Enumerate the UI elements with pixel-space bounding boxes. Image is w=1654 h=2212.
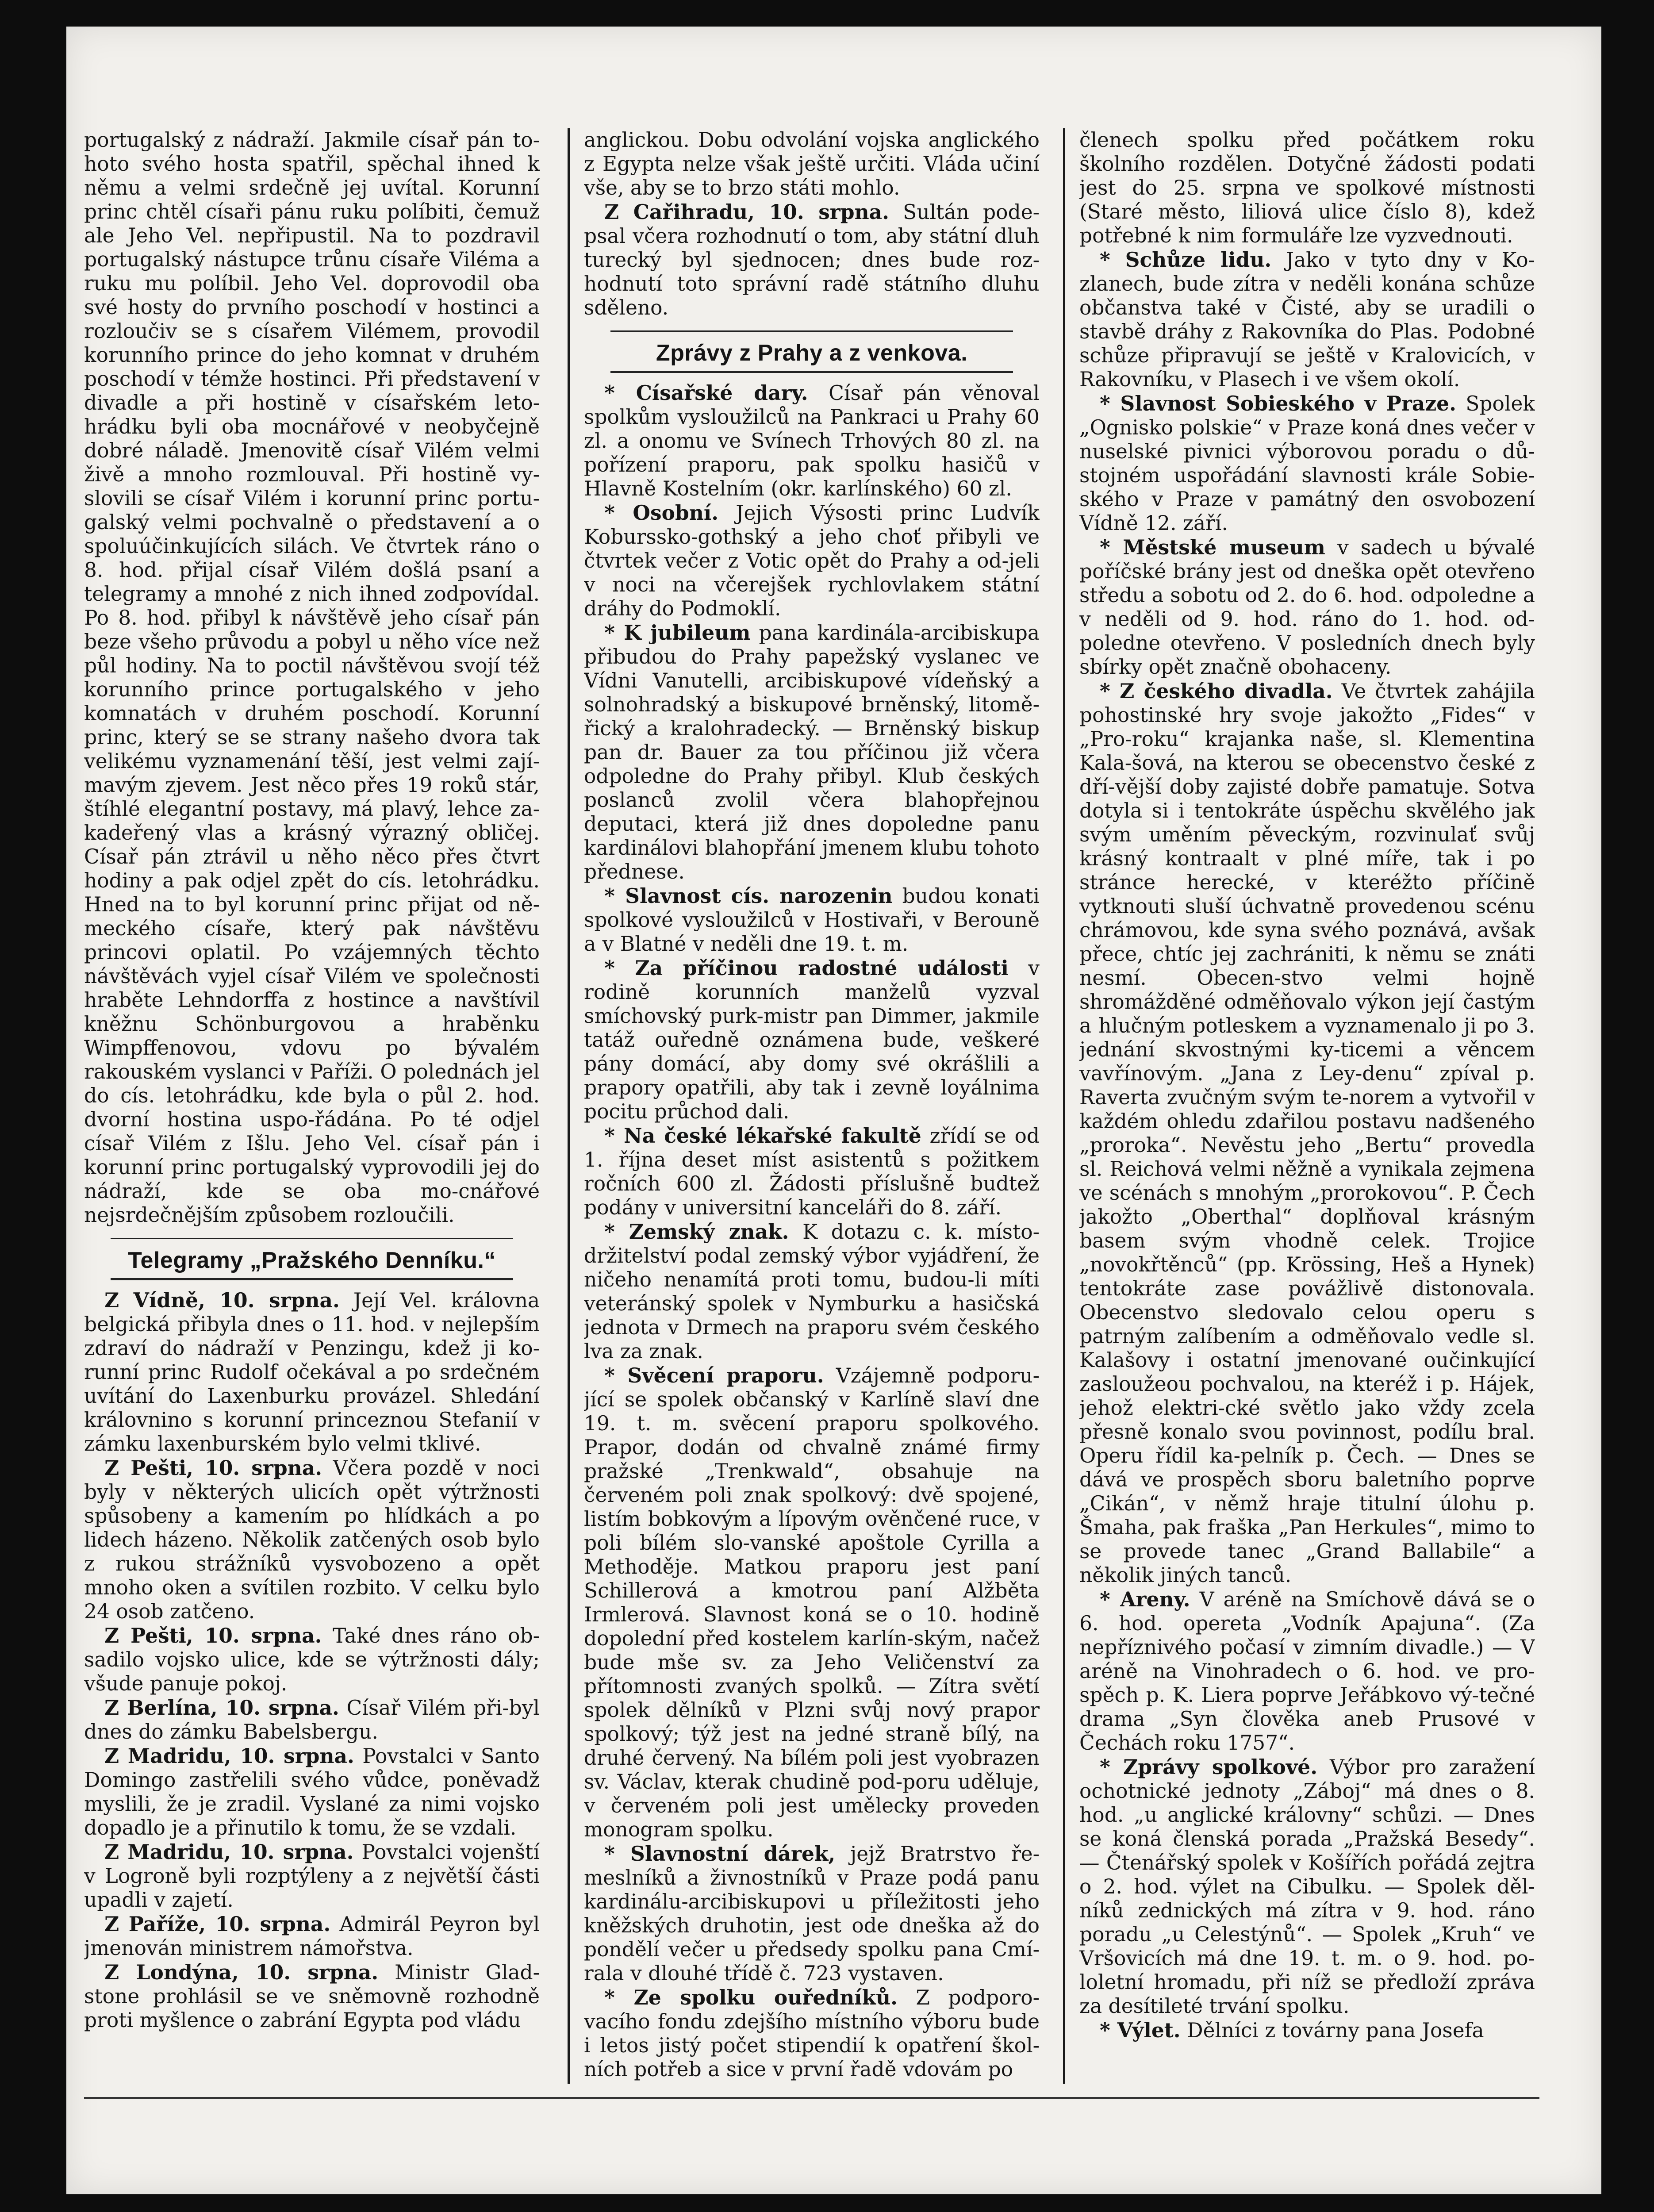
telegram-item [84,1960,540,2032]
telegram-text: Povstalci v Santo Domingo zastřelili svého vůdce, poněvadž myslili, že je zradil. Vyslané za nimi vojsko dopadlo je a přinutilo k tomu, že se vzdali. [84,1744,540,1839]
telegram-continuation: anglickou. Dobu odvolání vojska anglického z Egypta nelze však ještě určiti. Vláda učiní vše, aby se to brzo státi mohlo. [584,128,1040,200]
news-lead: * Za příčinou radostné události [604,956,1009,980]
news-item [584,1220,1040,1363]
news-item [1079,2018,1535,2043]
telegram-item [84,1456,540,1624]
telegram-lead: Z Madridu, 10. srpna. [104,1840,354,1864]
section-title-underline [610,371,1013,373]
news-lead: * Ze spolku ouředníků. [604,1985,898,2009]
page-bottom-rule [84,2097,1539,2099]
news-item [584,501,1040,621]
news-item [1079,392,1535,535]
news-lead: * Slavnost Sobieského v Praze. [1100,392,1456,415]
news-lead: * Svěcení praporu. [604,1363,824,1387]
news-item [584,1842,1040,1985]
telegram-lead: Z Pešti, 10. srpna. [104,1456,322,1480]
news-lead: * Zprávy spolkové. [1100,1755,1318,1779]
column-divider-left [568,128,570,2084]
news-text: Jejich Výsosti princ Ludvík Koburssko-gothský a jeho choť přibyli ve čtvrtek večer z Votic opět do Prahy a od-jeli v noci na včerejšek rychlovlakem státní dráhy do Podmoklí. [584,501,1040,620]
column-left [84,128,540,2088]
column-middle [584,128,1040,2088]
news-lead: * Areny. [1100,1587,1190,1611]
article-continuation: portugalský z nádraží. Jakmile císař pán to-hoto svého hosta spatřil, spěchal ihned k němu a velmi srdečně jej uvítal. Korunní princ chtěl císaři pánu ruku políbiti, čemuž ale Jeho Vel. nepřipustil. Na to pozdravil portugalský nástupce trůnu císaře Viléma a ruku mu políbil. Jeho Vel. doprovodil oba své hosty do prvního poschodí v hostinci a rozloučiv se s císařem Vilémem, provodil korunního prince do jeho komnat v druhém poschodí v témže hostinci. Při představení v divadle a při hostině v císařském leto-hrádku byli oba mocnářové v neobyčejně dobré náladě. Jmenovitě císař Vilém velmi živě a mnoho rozmlouval. Při hostině vy-slovili se císař Vilém i korunní princ portu-galský velmi pochvalně o představení a o spoluúčinkujících silách. Ve čtvrtek ráno o 8. hod. přijal císař Vilém došlá psaní a telegramy a mnohé z nich ihned zodpovídal. Po 8. hod. přibyl k návštěvě jeho císař pán beze všeho průvodu a pobyl u něho více než půl hodiny. Na to poctil návštěvou svojí též korunního prince portugalského v jeho komnatách v druhém poschodí. Korunní princ, který se se strany našeho dvora tak velikému vyznamenání těší, jest velmi zají-mavým zjevem. Jest něco přes 19 roků stár, štíhlé elegantní postavy, má plavý, lehce za-kadeřený vlas a krásný výrazný obličej. Císař pán ztrávil u něho něco přes čtvrt hodiny a pak odjel zpět do cís. letohrádku. Hned na to byl korunní princ přijat od ně-meckého císaře, který pak návštěvu princovi oplatil. Po vzájemných těchto návštěvách vyjel císař Vilém ve společnosti hraběte Lehndorffa z hostince a navštívil kněžnu Schönburgovou a hraběnku Wimpffenovou, vdovu po bývalém rakouském vyslanci v Paříži. O polednách jel do cís. letohrádku, kde byla o půl 2. hod. dvorní hostina uspo-řádána. Po té odjel císař Vilém z Išlu. Jeho Vel. císař pán i korunní princ portugalský vyprovodili jej do nádraží, kde se oba mo-cnářové nejsrdečnějším způsobem rozloučili. [84,128,540,1227]
news-item [1079,1755,1535,2018]
news-text: Vzájemně podporu-jící se spolek občanský v Karlíně slaví dne 19. t. m. svěcení praporu spolkového. Prapor, dodán od chvalně známé firmy pražské „Trenkwald“, obsahuje na červeném poli znak spolkový: dvě spojené, listím bobkovým a lípovým ověnčené ruce, v poli bílém slo-vanské apoštole Cyrilla a Methoděje. Matkou praporu jest paní Schillerová a kmotrou paní Alžběta Irmlerová. Slavnost koná se o 10. hodině dopolední před kostelem karlín-ským, načež bude mše sv. za Jeho Veličenství za přítomnosti zvaných spolků. — Zítra světí spolek dělníků v Plzni svůj nový prapor spolkový; týž jest na jedné straně bílý, na druhé červený. Na bílém poli jest vyobrazen sv. Václav, kterak chudině pod-poru uděluje, v červeném poli jest umělecky proveden monogram spolku. [584,1364,1040,1841]
news-lead: * Slavnost cís. narozenin [604,884,893,908]
news-item [584,884,1040,956]
news-lead: * Schůze lidu. [1100,248,1272,272]
news-text: pana kardinála-arcibiskupa přibudou do Prahy papežský vyslanec ve Vídni Vanutelli, arcibiskupové vídeňský a solnohradský a biskupové brněnský, litomě-řický a kralohradecký. — Brněnský biskup pan dr. Bauer za tou příčinou již včera odpoledne do Prahy přibyl. Klub českých poslanců zvolil včera blahopřejnou deputaci, která již dnes dopoledne panu kardinálovi blahopřání jmenem klubu tohoto přednese. [584,621,1040,883]
news-item [584,381,1040,501]
telegram-item [84,1840,540,1912]
news-item [584,956,1040,1124]
section-title-prague-news: Zprávy z Prahy a z venkova. [656,340,968,366]
news-item [1079,535,1535,679]
telegram-lead: Z Vídně, 10. srpna. [104,1288,340,1312]
column-divider-right [1063,128,1065,2084]
news-lead: * Výlet. [1100,2018,1181,2042]
news-text: Císař pán věnoval spolkům vysloužilců na Pankraci u Prahy 60 zl. a onomu ve Svínech Trhových 80 zl. na pořízení praporu, pak spolku hasičů v Hlavně Kostelním (okr. karlínského) 60 zl. [584,381,1040,500]
news-item [1079,1587,1535,1755]
telegram-text: Povstalci vojenští v Logroně byli rozptýleny a z největší části upadli v zajetí. [84,1840,540,1912]
news-text: Ve čtvrtek zahájila pohostinské hry svoje jakožto „Fides“ v „Pro-roku“ krajanka naše, sl. Klementina Kala-šová, na kterou se obecenstvo české z dří-vější doby zajisté dobře pamatuje. Sotva dotyla si i tentokráte úspěchu skvělého jak svým uměním pěveckým, rozvinulať svůj krásný kontraalt v plné míře, tak i po stránce herecké, v kteréžto příčině vytknouti sluší úchvatně provedenou scénu chrámovou, kde syna svého poznává, avšak přece, chtíc jej zachrániti, k němu se znáti nesmí. Obecen-stvo velmi hojně shromážděné odměňovalo výkon její častým a hlučným potleskem a vyznamenalo ji po 3. jednání skvostnými ky-ticemi a věncem vavřínovým. „Jana z Ley-denu“ zpíval p. Raverta zvučným svým te-norem a vytvořil v každém ohledu zdařilou postavu nadšeného „proroka“. Nevěstu jeho „Bertu“ provedla sl. Reichová velmi něžně a vynikala zejmena ve scénách s mnohým „prorokovou“. P. Čech jakožto „Oberthal“ doplňoval krásným basem svým vhodně celek. Trojice „novokřtěnců“ (pp. Krössing, Heš a Hynek) tentokráte zase povážlivě distonovala. Obecenstvo sledovalo celou operu s patrným zalíbením a odměňovalo vedle sl. Kalašovy i ostatní jmenované oučinkující zasloužeou pochvalou, na kteréž i p. Hájek, jehož elektri-cké světlo jako vždy zcela přesně konalo svou povinnost, podílu bral. Operu řídil ka-pelník p. Čech. — Dnes se dává ve prospěch sboru baletního poprve „Cikán“, v němž hraje titulní úlohu p. Šmaha, pak fraška „Pan Herkules“, mimo to se provede tanec „Grand Ballabile“ a několik jiných tanců. [1079,680,1535,1587]
telegram-text: Sultán pode-psal včera rozhodnutí o tom, aby státní dluh turecký byl sjednocen; dnes bude roz-hodnutí toto správní radě státního dluhu sděleno. [584,200,1040,319]
news-item [584,1124,1040,1220]
telegram-lead: Z Londýna, 10. srpna. [104,1960,379,1984]
news-lead: * Zemský znak. [604,1220,789,1244]
news-lead: * Z českého divadla. [1100,679,1333,703]
telegram-item [584,200,1040,320]
news-text: jejž Bratrstvo ře-meslníků a živnostníků v Praze podá panu kardinálu-arcibiskupovi u příležitosti jeho kněžských druhotin, jest ode dneška až do pondělí večer u předsedy spolku pana Cmí-rala v dlouhé třídě č. 723 vystaven. [584,1842,1040,1985]
telegram-list [84,1288,540,2032]
section-title-telegrams: Telegramy „Pražského Denníku.“ [128,1248,496,1273]
news-lead: * Na české lékařské fakultě [604,1124,921,1148]
telegram-item [84,1288,540,1456]
news-item [584,1985,1040,2081]
news-text: Dělníci z továrny pana Josefa [1187,2019,1484,2042]
telegram-text: Také dnes ráno ob-sadilo vojsko ulice, kde se výtržnosti dály; všude panuje pokoj. [84,1624,540,1695]
telegram-lead: Z Madridu, 10. srpna. [104,1744,354,1768]
section-divider [111,1238,513,1239]
telegram-lead: Z Paříže, 10. srpna. [104,1912,331,1936]
news-text: K dotazu c. k. místo-držitelství podal zemský výbor vyjádření, že ničeho nenamítá proti tomu, budou-li míti veteránský spolek v Nymburku a hasičská jednota v Drmech na praporu svém českého lva za znak. [584,1220,1040,1363]
telegram-item [84,1744,540,1840]
telegram-text: Císař Vilém při-byl dnes do zámku Babelsbergu. [84,1696,540,1743]
column-right [1079,128,1535,2088]
news-text: Výbor pro zaražení ochotnické jednoty „Záboj“ má dnes o 8. hod. „u anglické královny“ schůzi. — Dnes se koná členská porada „Pražská Besedy“. — Čtenářský spolek v Košířích pořádá zejtra o 2. hod. výlet na Cibulku. — Spolek děl-níků zednických má zítra v 9. hod. ráno poradu „u Celestýnů“. — Spolek „Kruh“ ve Vršovicích má dne 19. t. m. o 9. hod. po-loletní hromadu, při níž se předloží zpráva za desítileté trvání spolku. [1079,1755,1535,2018]
news-text: Jako v tyto dny v Ko-zlanech, bude zítra v neděli konána schůze občanstva také v Čisté, aby se uradili o stavbě dráhy z Rakovníka do Plas. Podobné schůze připravují se ještě v Kralovicích, v Rakovníku, v Plasech i ve všem okolí. [1079,248,1535,391]
telegram-item [84,1624,540,1696]
telegram-lead: Z Berlína, 10. srpna. [104,1696,339,1720]
telegram-dateline: Z Cařihradu, 10. srpna. [604,200,889,224]
news-continuation: členech spolku před počátkem roku školního rozdělen. Dotyčné žádosti podati jest do 25. srpna ve spolkové místnosti (Staré město, liliová ulice číslo 8), kdež potřebné k nim formuláře lze vyzvednouti. [1079,128,1535,247]
news-text: v rodině korunních manželů vyzval smíchovský purk-mistr pan Dimmer, jakmile tatáž ouředně oznámena bude, veškeré pány domácí, aby domy své okrášlili a prapory opatřili, aby tak i zevně loyálnima pocitu průchod dali. [584,956,1040,1123]
news-lead: * K jubileum [604,621,751,645]
news-text: V aréně na Smíchově dává se o 6. hod. opereta „Vodník Apajuna“. (Za nepříznivého počasí v zimním divadle.) — V aréně na Vinohradech o 6. hod. ve pro-spěch p. K. Liera poprve Jeřábkovo vý-tečné drama „Syn člověka aneb Prusové v Čechách roku 1757“. [1079,1588,1535,1755]
news-lead: * Městské museum [1100,535,1325,559]
telegram-lead: Z Pešti, 10. srpna. [104,1624,322,1647]
news-text: budou konati spolkové vysloužilců v Hostivaři, v Berouně a v Blatné v neděli dne 19. t. m. [584,884,1040,956]
news-list [584,381,1040,2081]
section-divider [610,330,1013,332]
news-item [1079,248,1535,392]
news-item [584,1363,1040,1842]
news-text: v sadech u bývalé poříčské brány jest od dneška opět otevřeno středu a sobotu od 2. do 6. hod. odpoledne a v neděli od 9. hod. ráno do 1. hod. od-poledne otevřeno. V posledních dnech byly sbírky opět značně obohaceny. [1079,536,1535,679]
telegram-text: Včera pozdě v noci byly v některých ulicích opět výtržnosti spůsobeny a kamením po hlídkách a po lidech házeno. Několik zatčených osob bylo z rukou strážníků vysvobozeno a opět mnoho oken a svítilen rozbito. V celku bylo 24 osob zatčeno. [84,1456,540,1623]
telegram-item [84,1912,540,1960]
news-text: Spolek „Ognisko polskie“ v Praze koná dnes večer v nuselské pivnici výborovou poradu o dů-stojném uspořádání slavnosti krále Sobie-ského v Praze v památný den osvobození Vídně 12. září. [1079,392,1535,535]
section-title-underline [111,1278,513,1280]
telegram-text: Ministr Glad-stone prohlásil se ve sněmovně rozhodně proti myšlence o zabrání Egypta pod vládu [84,1961,540,2032]
telegram-text: Její Vel. královna belgická přibyla dnes o 11. hod. v nejlepším zdraví do nádraží v Penzingu, kdež ji ko-runní princ Rudolf očekával a po srdečném uvítání do Laxenburku provázel. Shledání královnino s korunní princeznou Stefanií v zámku laxenburském bylo velmi tklivé. [84,1289,540,1455]
news-lead: * Slavnostní dárek, [604,1842,836,1866]
news-lead: * Osobní. [604,501,719,525]
telegram-item [84,1696,540,1744]
news-text: zřídí se od 1. října deset míst asistentů s požitkem ročních 600 zl. Žádosti příslušně budtež podány v universitní kanceláři do 8. září. [584,1124,1040,1219]
news-list [1079,248,1535,2043]
news-item [584,621,1040,884]
news-text: Z podporo-vacího fondu zdejšího místního výboru bude i letos jistý počet stipendií k opatření škol-ních potřeb a sice v první řadě vdovám po [584,1986,1040,2081]
telegram-text: Admirál Peyron byl jmenován ministrem námořstva. [84,1912,540,1960]
news-item [1079,679,1535,1587]
news-lead: * Císařské dary. [604,381,808,405]
